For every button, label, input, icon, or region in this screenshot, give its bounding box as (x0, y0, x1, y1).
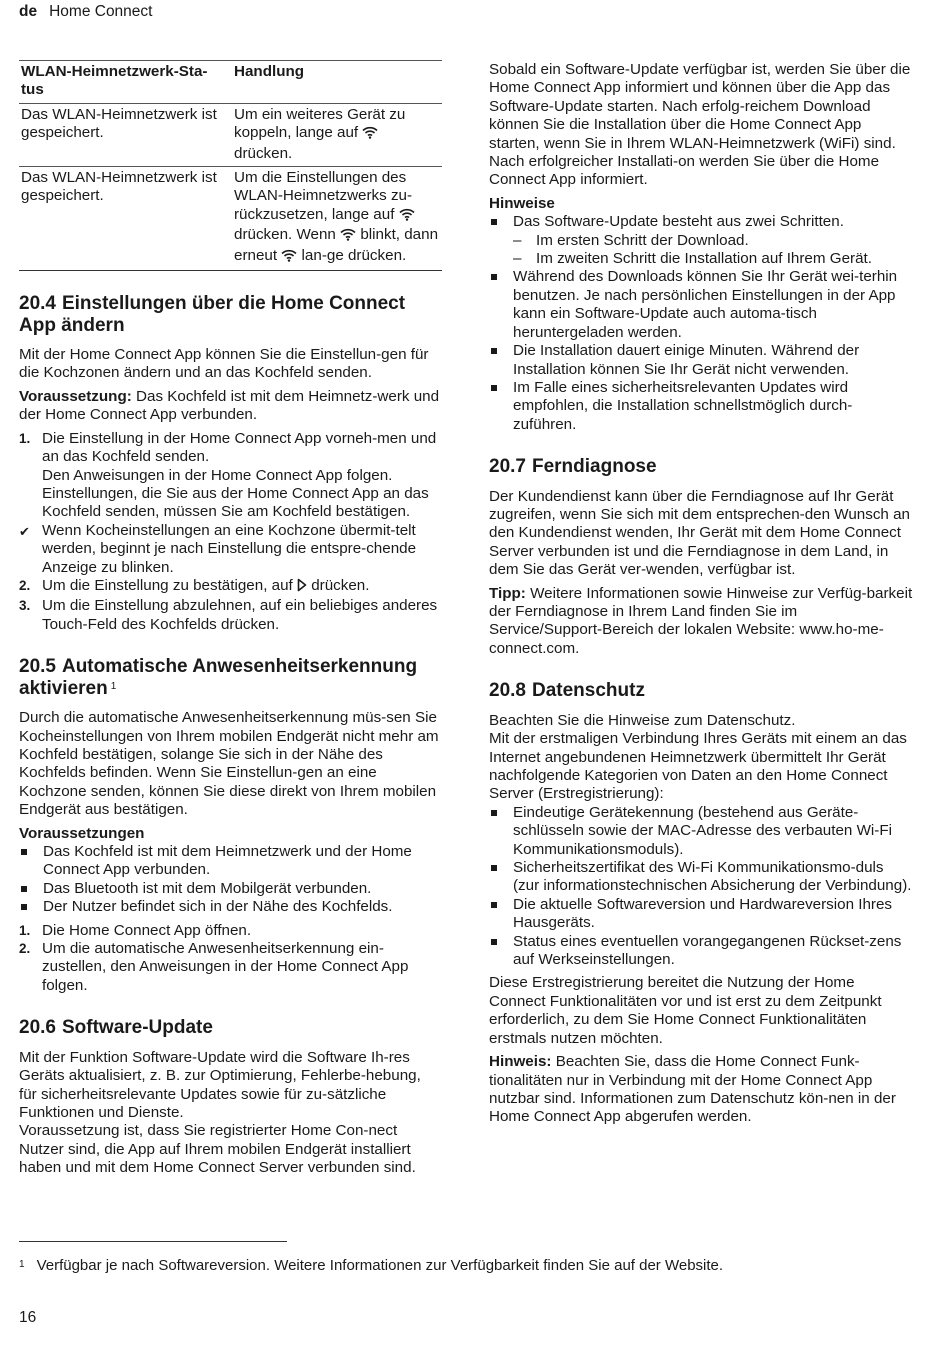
step-number: 1. (19, 430, 31, 446)
wifi-icon (399, 208, 415, 226)
step-text: Um die automatische Anwesenheitserkennung ein-zustellen, den Anweisungen in der Home Connect App folgen. (42, 940, 409, 994)
action-text-mid: drücken. Wenn (234, 226, 336, 244)
section-20-6 (19, 1017, 442, 1177)
list-item: Das Bluetooth ist mit dem Mobilgerät verbunden. (19, 880, 442, 898)
list-item (489, 213, 913, 268)
list-item (19, 597, 442, 634)
section-heading (489, 456, 913, 478)
list-item (19, 922, 442, 940)
section-number: 20.7 (489, 456, 526, 478)
section-title: Ferndiagnose (531, 456, 657, 478)
action-text-mid2: blinkt, dann erneut (234, 226, 439, 264)
list-item (19, 430, 442, 522)
note (489, 1053, 913, 1127)
section-heading (489, 680, 913, 702)
section-heading (19, 656, 442, 699)
step-text: Um die Einstellung zu bestätigen, auf (42, 576, 293, 594)
requirement-label: Voraussetzung: (19, 387, 132, 405)
list-item (19, 522, 442, 577)
table-header-row (19, 61, 442, 104)
list-item: – Im ersten Schritt der Download. (513, 232, 913, 250)
paragraph: Mit der Home Connect App können Sie die Einstellun-gen für die Kochzonen ändern und an das Kochfeld senden. (19, 346, 429, 382)
page-number: 16 (19, 1309, 37, 1326)
section-20-8 (489, 680, 913, 1126)
list-item: Die Installation dauert einige Minuten. Während der Installation können Sie Ihr Gerät nicht verwenden. (489, 342, 913, 379)
section-title: Software-Update (61, 1017, 213, 1039)
section-heading (19, 293, 442, 336)
section-20-7 (489, 456, 913, 658)
page-header (19, 3, 152, 21)
tip (489, 585, 913, 659)
table-row (19, 167, 442, 271)
footnote-marker: 1 (110, 680, 117, 692)
section-number: 20.5 (19, 656, 56, 678)
table-cell-action (232, 167, 442, 271)
action-text-end: drücken. (234, 144, 293, 162)
section-20-4 (19, 293, 442, 634)
list-item: Die aktuelle Softwareversion und Hardwareversion Ihres Hausgeräts. (489, 896, 913, 933)
step-number: 2. (19, 941, 31, 957)
paragraph: Durch die automatische Anwesenheitserkennung müs-sen Sie Kocheinstellungen von Ihrem mobilen Endgerät nicht mehr am Kochfeld bestätigen, solange Sie sich in der Nähe des Kochfelds befinden. Wenn Sie Einstellun-gen an eine Kochzone senden, können Sie diese direkt von Ihrem mobilen Endgerät aus bestätigen. (19, 709, 439, 819)
notes-list (489, 213, 913, 434)
table-header-action: Handlung (232, 61, 442, 104)
footnote-text: Verfügbar je nach Softwareversion. Weitere Informationen zur Verfügbarkeit finden Sie auf der Website. (36, 1257, 724, 1274)
step-number: 3. (19, 598, 31, 614)
paragraph: Sobald ein Software-Update verfügbar ist, werden Sie über die Home Connect App informiert und können über die App das Software-Update starten. Nach erfolg-reichem Download können Sie die Installation über die Home Connect App starten, wenn Sie in Ihrem WLAN-Heimnetzwerk (WiFi) sind. Nach erfolgreicher Installati-on werden Sie über die Home Connect App informiert. (489, 61, 911, 189)
paragraph: Diese Erstregistrierung bereitet die Nutzung der Home Connect Funktionalitäten vor und ist erst zu dem Zeitpunkt erforderlich, zu dem Sie Home Connect Funktionalitäten erstmals nutzen möchten. (489, 974, 882, 1047)
section-title: Automatische Anwesenheitserkennung aktivieren (19, 656, 418, 699)
section-heading (19, 1017, 442, 1039)
list-item: Eindeutige Gerätekennung (bestehend aus Geräte-schlüsseln sowie der MAC-Adresse des verbauten Wi-Fi Kommunikationsmoduls). (489, 804, 913, 859)
action-text: Um die Einstellungen des WLAN-Heimnetzwerks zu-rückzusetzen, lange auf (234, 169, 413, 223)
table-cell-status: Das WLAN-Heimnetzwerk ist gespeichert. (19, 103, 232, 166)
section-number: 20.6 (19, 1017, 56, 1039)
list-item: Während des Downloads können Sie Ihr Gerät wei-terhin benutzen. Je nach persönlichen Einstellungen in der App kann ein Software-Update auch automa-tisch heruntergeladen werden. (489, 268, 913, 342)
section-title: Datenschutz (531, 680, 645, 702)
tip-label: Tipp: (489, 584, 526, 602)
note-label: Hinweis: (489, 1053, 552, 1071)
data-categories-list (489, 804, 913, 970)
wifi-icon (362, 126, 378, 144)
result-check-icon: ✔ (19, 523, 30, 539)
action-text-end: lan-ge drücken. (301, 246, 407, 264)
list-item: Sicherheitszertifikat des Wi-Fi Kommunikationsmo-duls (zur informationstechnischen Absicherung der Verbindung). (489, 859, 913, 896)
step-text: Die Einstellung in der Home Connect App vorneh-men und an das Kochfeld senden. (42, 429, 437, 466)
table-cell-action (232, 103, 442, 166)
section-20-5 (19, 656, 442, 995)
step-text: Die Home Connect App öffnen. (42, 921, 252, 939)
list-item: Das Kochfeld ist mit dem Heimnetzwerk und der Home Connect App verbunden. (19, 843, 442, 880)
paragraph: Mit der Funktion Software-Update wird die Software Ih-res Geräts aktualisiert, z. B. zur Optimierung, Fehlerbe-hebung, für sicherheitsrelevante Updates sowie für zu-sätzliche Funktionen und Dienste. (19, 1048, 421, 1121)
section-title: Einstellungen über die Home Connect App ändern (19, 293, 406, 336)
paragraph: Der Kundendienst kann über die Ferndiagnose auf Ihr Gerät zugreifen, wenn Sie sich mit dem entsprechen-den Wunsch an den Kundendienst wenden, Ihr Gerät mit dem Home Connect Server verbunden ist und die Ferndiagnose in dem Land, in dem Sie das Gerät ver-wenden, verfügbar ist. (489, 487, 910, 579)
header-title: Home Connect (49, 3, 153, 20)
note-text: Beachten Sie, dass die Home Connect Funk-tionalitäten nur in Verbindung mit der Home Connect App nutzbar sind. Informationen zum Datenschutz kön-nen in der Home Connect App abgerufen werden. (489, 1053, 896, 1126)
step-text-end: drücken. (311, 576, 370, 594)
paragraph: Mit der erstmaligen Verbindung Ihres Geräts mit einem an das Internet angebundenen Heimnetzwerk übermittelt Ihr Gerät nachfolgende Kategorien von Daten an den Home Connect Server (Erstregistrierung): (489, 730, 907, 803)
list-item (19, 577, 442, 597)
wifi-icon (340, 228, 356, 246)
section-number: 20.4 (19, 293, 56, 315)
requirements-list (19, 843, 442, 917)
wlan-status-table (19, 60, 442, 271)
footnote-mark: 1 (19, 1259, 25, 1270)
action-text: Um ein weiteres Gerät zu koppeln, lange auf (234, 105, 406, 142)
step-list (19, 922, 442, 996)
tip-text: Weitere Informationen sowie Hinweise zur Verfüg-barkeit der Ferndiagnose in Ihrem Land finden Sie im Service/Support-Bereich der lokalen Website: www.ho-me-connect.com. (489, 584, 913, 657)
table-header-status: WLAN-Heimnetzwerk-Sta-tus (19, 61, 232, 104)
requirements-heading: Voraussetzungen (19, 824, 145, 842)
table-row (19, 103, 442, 166)
list-item: Der Nutzer befindet sich in der Nähe des Kochfelds. (19, 898, 442, 916)
language-code: de (19, 3, 38, 20)
requirement-text: Das Kochfeld ist mit dem Heimnetz-werk und der Home Connect App verbunden. (19, 387, 440, 424)
notes-heading: Hinweise (489, 194, 555, 212)
step-list (19, 430, 442, 634)
right-column (489, 61, 913, 1132)
footnote-divider (19, 1241, 287, 1242)
step-detail: Den Anweisungen in der Home Connect App folgen. Einstellungen, die Sie aus der Home Connect App an das Kochfeld senden, müssen Sie am Kochfeld bestätigen. (42, 466, 429, 521)
note-text: Das Software-Update besteht aus zwei Schritten. (513, 213, 844, 231)
requirement (19, 388, 442, 425)
left-column (19, 60, 442, 1183)
step-text: Wenn Kocheinstellungen an eine Kochzone übermit-telt werden, beginnt je nach Einstellung die entspre-chende Anzeige zu blinken. (42, 521, 417, 576)
paragraph: Beachten Sie die Hinweise zum Datenschutz. (489, 711, 796, 729)
play-triangle-icon (297, 578, 307, 597)
wifi-icon (281, 249, 297, 267)
step-number: 1. (19, 922, 31, 938)
footnote (19, 1257, 919, 1275)
list-item: Im Falle eines sicherheitsrelevanten Updates wird empfohlen, die Installation schnellstmöglich durch-zuführen. (489, 379, 913, 434)
list-item: – Im zweiten Schritt die Installation auf Ihrem Gerät. (513, 250, 913, 268)
section-number: 20.8 (489, 680, 526, 702)
step-number: 2. (19, 577, 31, 593)
table-cell-status: Das WLAN-Heimnetzwerk ist gespeichert. (19, 167, 232, 271)
paragraph: Voraussetzung ist, dass Sie registrierter Home Con-nect Nutzer sind, die App auf Ihrem mobilen Endgerät installiert haben und mit dem Home Connect Server verbunden sind. (19, 1122, 416, 1177)
step-text: Um die Einstellung abzulehnen, auf ein beliebiges anderes Touch-Feld des Kochfelds drücken. (42, 597, 438, 633)
sub-list (513, 232, 913, 269)
list-item: Status eines eventuellen vorangegangenen Rückset-zens auf Werkseinstellungen. (489, 933, 913, 970)
list-item (19, 940, 442, 995)
